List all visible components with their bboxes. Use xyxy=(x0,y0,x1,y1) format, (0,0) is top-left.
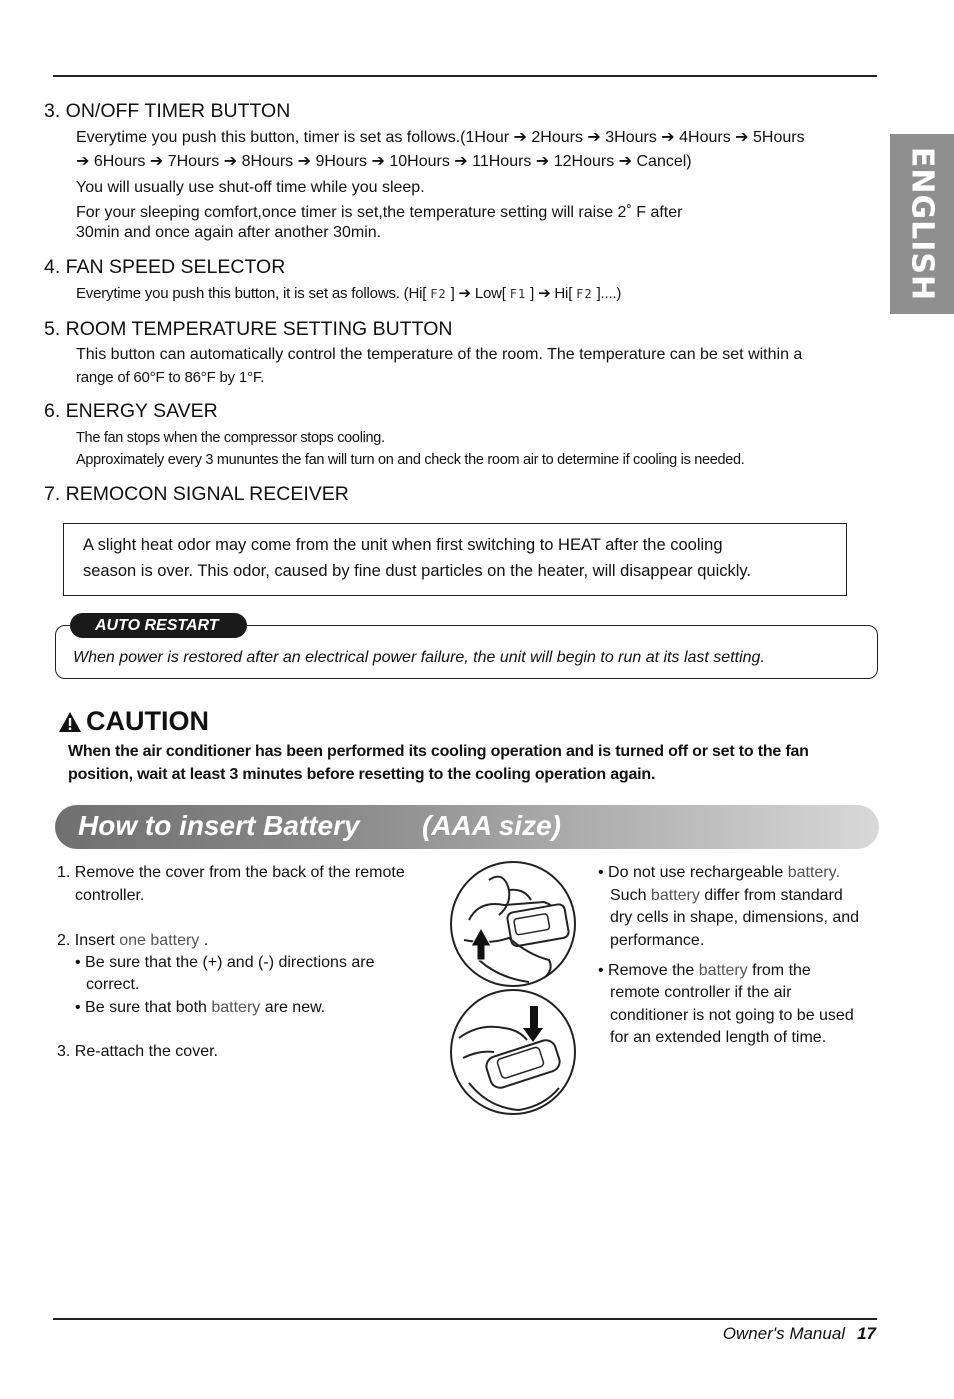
note-2-line-4: for an extended length of time. xyxy=(610,1029,827,1046)
step-2-c: . xyxy=(199,932,209,949)
step-2-bullet-2 xyxy=(75,997,325,1019)
note-1-line-2 xyxy=(610,885,843,907)
energy-line-2: Approximately every 3 mununtes the fan will turn on and check the room air to determine if cooling is needed. xyxy=(76,452,745,468)
step-2-bullet-1: • Be sure that the (+) and (-) directions are xyxy=(75,954,375,971)
fan-hi-display: F2 xyxy=(430,287,447,301)
energy-heading: 6. ENERGY SAVER xyxy=(44,400,218,422)
fan-hi2-display: F2 xyxy=(576,287,593,301)
step-2 xyxy=(57,930,208,952)
fan-heading: 4. FAN SPEED SELECTOR xyxy=(44,256,286,278)
note-1-a: • Do not use rechargeable xyxy=(598,864,788,881)
note-2-line-2: remote controller if the air xyxy=(610,984,792,1001)
fan-text-c: ] ➔ Hi[ xyxy=(530,285,573,302)
notice-line-1: A slight heat odor may come from the unit when first switching to HEAT after the cooling xyxy=(83,536,723,554)
remove-cover-illustration xyxy=(449,860,579,990)
room-temp-heading: 5. ROOM TEMPERATURE SETTING BUTTON xyxy=(44,318,453,340)
language-tab-label: ENGLISH xyxy=(904,146,940,302)
step-3: 3. Re-attach the cover. xyxy=(57,1043,218,1060)
caution-line-2: position, wait at least 3 minutes before resetting to the cooling operation again. xyxy=(68,766,656,783)
room-temp-line-1: This button can automatically control the temperature of the room. The temperature can be set within a xyxy=(76,346,803,363)
battery-banner-title: How to insert Battery xyxy=(78,810,360,841)
note-1-l2-a: Such xyxy=(610,887,651,904)
note-1-l2-c: differ from standard xyxy=(699,887,843,904)
insert-battery-illustration xyxy=(449,988,579,1118)
battery-banner xyxy=(55,805,879,849)
fan-text-a: Everytime you push this button, it is set as follows. (Hi[ xyxy=(76,285,427,302)
note-1-l2-b: battery xyxy=(650,887,700,904)
battery-banner-size: (AAA size) xyxy=(422,810,561,841)
note-2-line-1 xyxy=(598,960,811,982)
step-2-bullet-1-cont: correct. xyxy=(86,976,140,993)
timer-line-3: You will usually use shut-off time while you sleep. xyxy=(76,179,425,196)
energy-line-1: The fan stops when the compressor stops cooling. xyxy=(76,430,385,446)
note-2-line-3: conditioner is not going to be used xyxy=(610,1007,854,1024)
heat-odor-notice xyxy=(63,523,847,596)
timer-line-1: Everytime you push this button, timer is set as follows.(1Hour ➔ 2Hours ➔ 3Hours ➔ 4Hours ➔ 5Hours xyxy=(76,129,805,146)
caution-line-1: When the air conditioner has been performed its cooling operation and is turned off or set to the fan xyxy=(68,743,809,760)
auto-restart-text: When power is restored after an electrical power failure, the unit will begin to run at its last setting. xyxy=(73,649,765,666)
step-1-line-2: controller. xyxy=(75,887,145,904)
top-rule xyxy=(53,75,877,77)
page-footer xyxy=(723,1324,876,1344)
step-2-bullet-2-c: are new. xyxy=(260,999,326,1016)
caution-title-text: CAUTION xyxy=(86,706,209,736)
fan-text-d: ]....) xyxy=(596,285,622,302)
timer-heading: 3. ON/OFF TIMER BUTTON xyxy=(44,100,291,122)
footer-page-number: 17 xyxy=(857,1324,876,1343)
step-2-a: 2. Insert xyxy=(57,932,120,949)
note-1-line-3: dry cells in shape, dimensions, and xyxy=(610,909,860,926)
step-2-bullet-2-b: battery xyxy=(211,999,261,1016)
step-2-bullet-2-a: • Be sure that both xyxy=(75,999,212,1016)
note-1-line-4: performance. xyxy=(610,932,705,949)
fan-line xyxy=(76,283,621,305)
note-2-a: • Remove the xyxy=(598,962,699,979)
note-2-b: battery xyxy=(698,962,748,979)
caution-title xyxy=(58,706,209,737)
timer-line-2: ➔ 6Hours ➔ 7Hours ➔ 8Hours ➔ 9Hours ➔ 10Hours ➔ 11Hours ➔ 12Hours ➔ Cancel) xyxy=(76,153,692,170)
warning-triangle-icon xyxy=(58,711,82,733)
bottom-rule xyxy=(53,1318,877,1320)
room-temp-line-2: range of 60°F to 86°F by 1°F. xyxy=(76,369,265,386)
timer-line-4: For your sleeping comfort,once timer is set,the temperature setting will raise 2˚ F after xyxy=(76,204,683,221)
note-1-b: battery. xyxy=(787,864,840,881)
footer-manual: Owner's Manual xyxy=(722,1324,846,1343)
language-tab xyxy=(890,134,954,314)
timer-line-5: 30min and once again after another 30min. xyxy=(76,224,382,241)
step-1-line-1: 1. Remove the cover from the back of the remote xyxy=(57,864,405,881)
fan-text-b: ] ➔ Low[ xyxy=(450,285,506,302)
receiver-heading: 7. REMOCON SIGNAL RECEIVER xyxy=(44,483,349,505)
fan-low-display: F1 xyxy=(509,287,527,301)
step-2-b: one battery xyxy=(119,932,200,949)
note-1-line-1 xyxy=(598,862,840,884)
auto-restart-label: AUTO RESTART xyxy=(70,613,247,638)
notice-line-2: season is over. This odor, caused by fine dust particles on the heater, will disappear quickly. xyxy=(83,562,752,580)
note-2-c: from the xyxy=(747,962,811,979)
